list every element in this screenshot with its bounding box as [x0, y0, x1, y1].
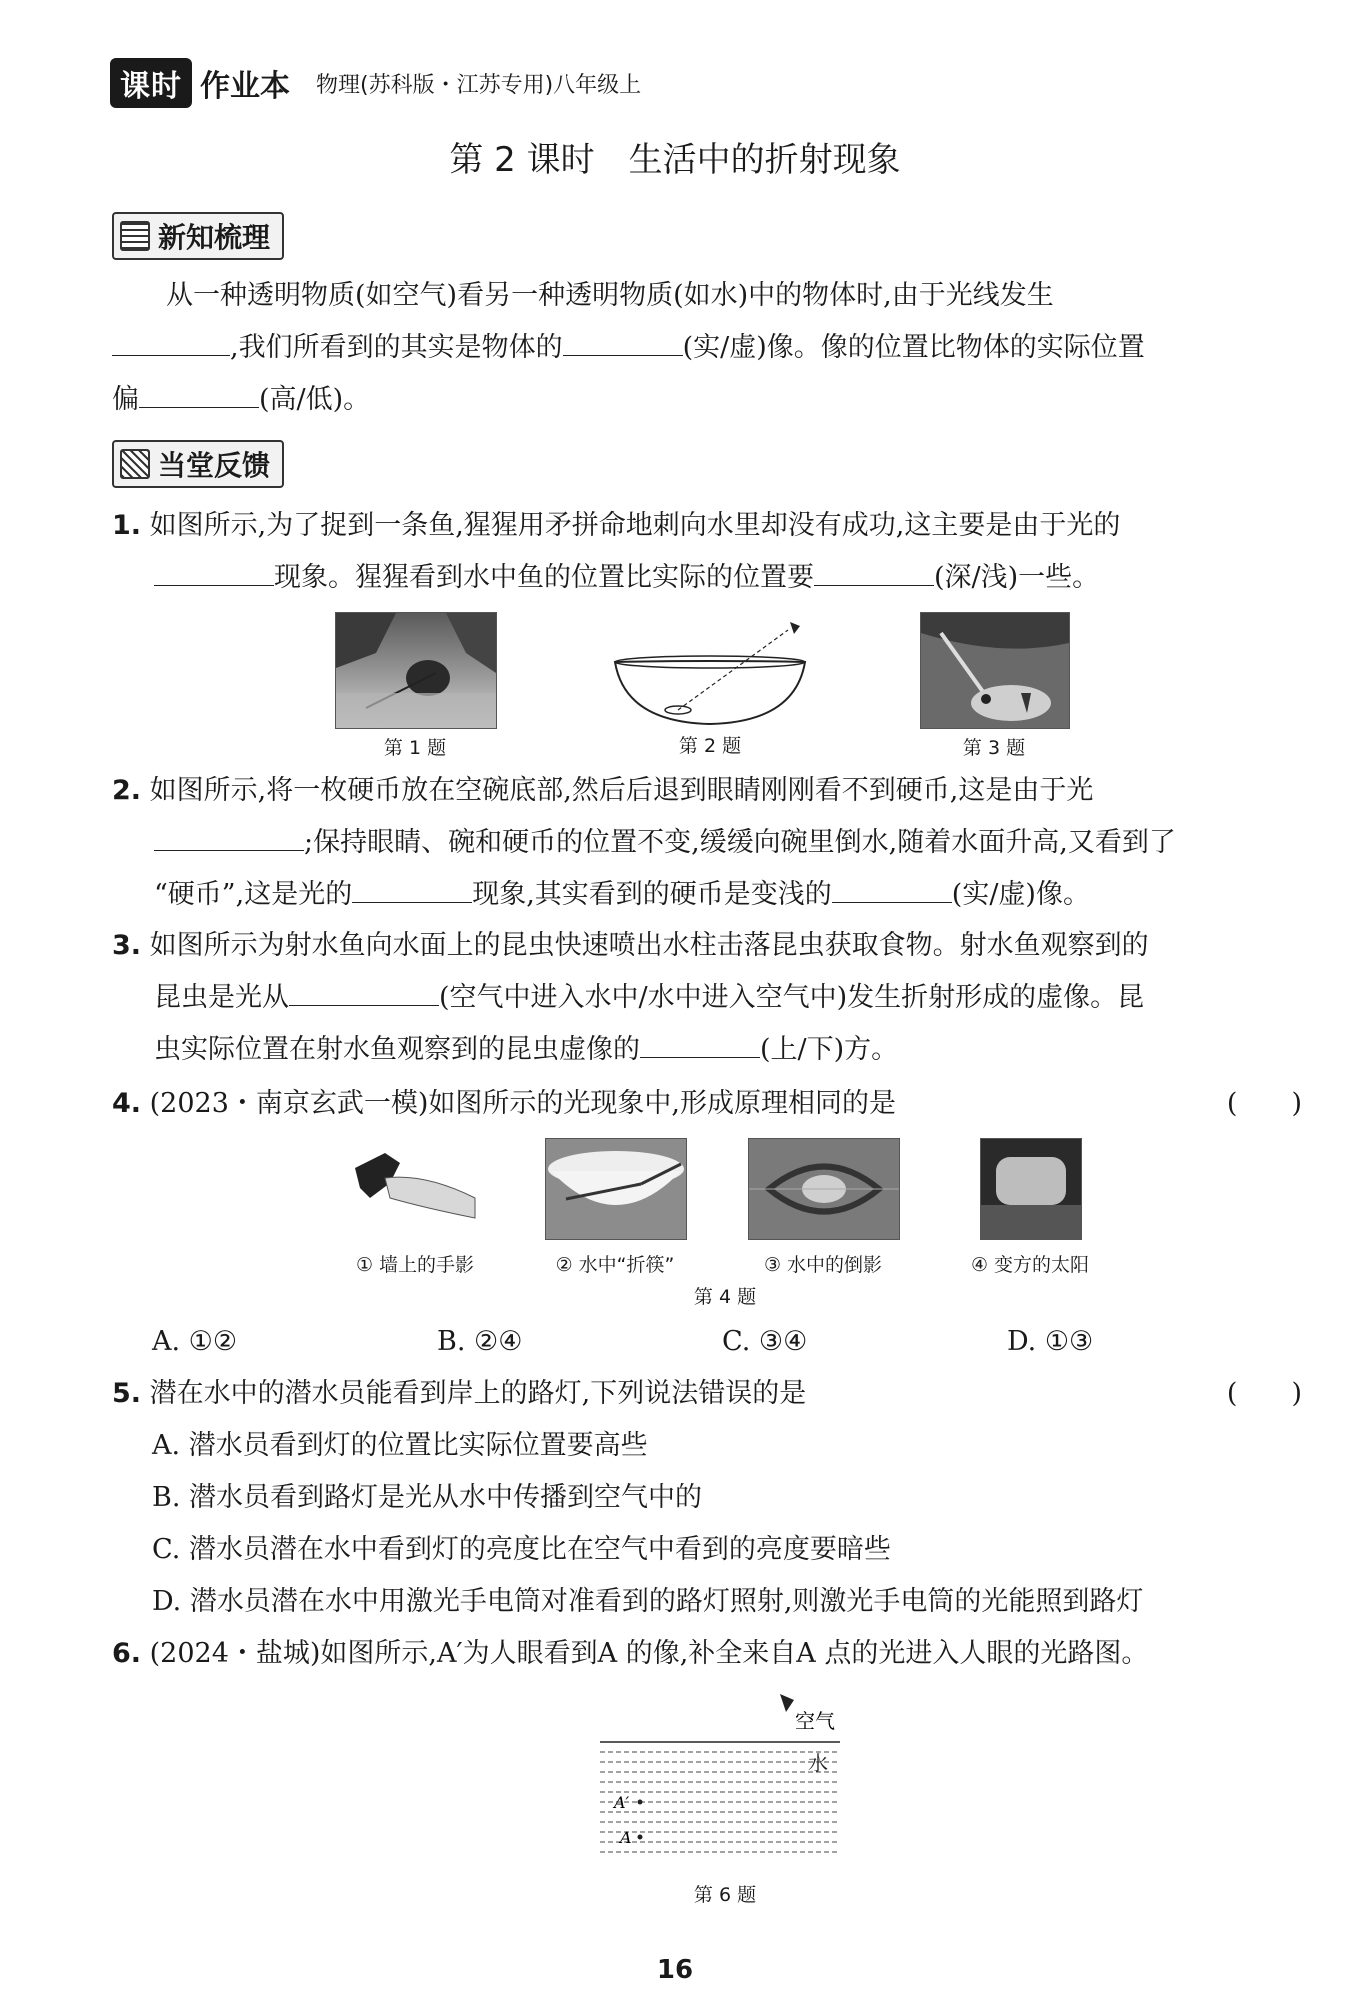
intro-line-1: 从一种透明物质(如空气)看另一种透明物质(如水)中的物体时,由于光线发生 [166, 280, 1054, 311]
q5-option-b[interactable]: B. 潜水员看到路灯是光从水中传播到空气中的 [152, 1482, 703, 1513]
question-text: (深/浅)一些。 [934, 562, 1100, 593]
question-text: (2023・南京玄武一模)如图所示的光现象中,形成原理相同的是 [149, 1088, 897, 1119]
answer-paren[interactable]: ( ) [1226, 1378, 1302, 1409]
intro-text: 偏 [112, 384, 139, 415]
figure-caption: 第 3 题 [962, 737, 1026, 759]
figure-caption: 第 4 题 [693, 1286, 757, 1308]
q4-option-a[interactable]: A. ①② [152, 1326, 238, 1357]
chopsticks-bowl-photo [545, 1138, 687, 1240]
reflection-photo [748, 1138, 900, 1240]
q5-option-c[interactable]: C. 潜水员潜在水中看到灯的亮度比在空气中看到的亮度要暗些 [152, 1534, 891, 1565]
q4-pic-4 [980, 1138, 1082, 1244]
eye-icon [780, 1694, 794, 1712]
intro-paragraph [112, 270, 1292, 426]
answer-blank[interactable] [112, 325, 230, 356]
answer-paren[interactable]: ( ) [1226, 1088, 1302, 1119]
air-label: 空气 [795, 1709, 835, 1733]
point-a-prime [638, 1800, 643, 1805]
question-text: (上/下)方。 [760, 1034, 899, 1065]
answer-blank[interactable] [814, 555, 934, 586]
q5-options [152, 1420, 1302, 1628]
question-text: 虫实际位置在射水鱼观察到的昆虫虚像的 [154, 1034, 640, 1065]
q4-pic-caption: ② 水中“折筷” [555, 1254, 675, 1276]
hand-shadow-photo [345, 1138, 485, 1233]
question-text: 昆虫是光从 [154, 982, 289, 1013]
page-header [110, 58, 641, 108]
section-label: 当堂反馈 [158, 449, 271, 482]
q5-option-d[interactable]: D. 潜水员潜在水中用激光手电筒对准看到的路灯照射,则激光手电筒的光能照到路灯 [152, 1586, 1144, 1617]
figure-2 [610, 612, 810, 758]
eye-icon [790, 622, 800, 634]
answer-blank[interactable] [289, 975, 439, 1006]
gorilla-spear-photo [335, 612, 497, 729]
square-sun-photo [980, 1138, 1082, 1240]
water-label: 水 [808, 1751, 828, 1775]
figure-caption: 第 1 题 [383, 737, 447, 759]
pencil-icon [120, 449, 150, 479]
q4-pic-2 [545, 1138, 687, 1244]
question-text: ;保持眼睛、碗和硬币的位置不变,缓缓向碗里倒水,随着水面升高,又看到了 [304, 827, 1176, 858]
refraction-diagram [600, 1690, 850, 1880]
answer-blank[interactable] [154, 555, 274, 586]
question-6 [112, 1628, 1302, 1680]
question-text: (空气中进入水中/水中进入空气中)发生折射形成的虚像。昆 [439, 982, 1145, 1013]
answer-blank[interactable] [640, 1027, 760, 1058]
intro-line-3 [112, 374, 1292, 426]
figure-3 [920, 612, 1070, 760]
answer-blank[interactable] [832, 872, 952, 903]
answer-blank[interactable] [139, 377, 259, 408]
book-name: 作业本 [200, 69, 290, 104]
question-text: (2024・盐城)如图所示,A′为人眼看到A 的像,补全来自A 点的光进入人眼的光路图。 [149, 1638, 1149, 1669]
intro-line-2 [112, 322, 1292, 374]
question-4 [112, 1078, 1302, 1130]
section-label: 新知梳理 [158, 221, 271, 254]
q4-pic-caption: ④ 变方的太阳 [970, 1254, 1090, 1276]
q4-pic-3 [748, 1138, 900, 1244]
question-text: 现象,其实看到的硬币是变浅的 [472, 879, 832, 910]
q5-option-a[interactable]: A. 潜水员看到灯的位置比实际位置要高些 [152, 1430, 648, 1461]
bowl-coin-diagram [610, 612, 810, 727]
question-number: 6. [112, 1638, 142, 1669]
question-2 [112, 765, 1302, 921]
question-number: 3. [112, 930, 142, 961]
figure-caption: 第 2 题 [678, 735, 742, 757]
question-number: 1. [112, 510, 142, 541]
notebook-icon [120, 221, 150, 251]
question-text: 如图所示为射水鱼向水面上的昆虫快速喷出水柱击落昆虫获取食物。射水鱼观察到的 [149, 930, 1149, 961]
answer-blank[interactable] [154, 820, 304, 851]
lesson-title: 第 2 课时 生活中的折射现象 [449, 140, 901, 180]
question-text: 潜在水中的潜水员能看到岸上的路灯,下列说法错误的是 [149, 1378, 807, 1409]
answer-blank[interactable] [563, 325, 683, 356]
question-text: 如图所示,将一枚硬币放在空碗底部,然后后退到眼睛刚刚看不到硬币,这是由于光 [149, 775, 1094, 806]
question-text: 现象。猩猩看到水中鱼的位置比实际的位置要 [274, 562, 814, 593]
question-5 [112, 1368, 1302, 1420]
series-logo: 课时 [110, 58, 192, 108]
section-new-knowledge [112, 212, 284, 260]
q4-option-d[interactable]: D. ①③ [1007, 1326, 1094, 1357]
figure-caption: 第 6 题 [693, 1884, 757, 1906]
question-text: 如图所示,为了捉到一条鱼,猩猩用矛拼命地刺向水里却没有成功,这主要是由于光的 [149, 510, 1121, 541]
question-number: 5. [112, 1378, 142, 1409]
archerfish-photo [920, 612, 1070, 729]
figure-1 [335, 612, 497, 760]
q4-pic-1 [345, 1138, 485, 1237]
answer-blank[interactable] [352, 872, 472, 903]
question-number: 4. [112, 1088, 142, 1119]
question-number: 2. [112, 775, 142, 806]
question-text: (实/虚)像。 [951, 879, 1090, 910]
a-label: A [620, 1828, 632, 1847]
figure-6 [600, 1690, 850, 1907]
intro-text: ,我们所看到的其实是物体的 [230, 332, 563, 363]
page-number: 16 [656, 1955, 694, 1985]
intro-text: (高/低)。 [259, 384, 371, 415]
intro-text: (实/虚)像。像的位置比物体的实际位置 [682, 332, 1145, 363]
q4-option-b[interactable]: B. ②④ [437, 1326, 523, 1357]
q4-option-c[interactable]: C. ③④ [722, 1326, 808, 1357]
q4-pic-caption: ① 墙上的手影 [355, 1254, 475, 1276]
question-3 [112, 920, 1302, 1076]
q4-pic-caption: ③ 水中的倒影 [763, 1254, 883, 1276]
question-1 [112, 500, 1302, 604]
point-a [638, 1835, 643, 1840]
a-prime-label: A′ [614, 1793, 630, 1812]
subject-label: 物理(苏科版・江苏专用)八年级上 [316, 72, 642, 98]
section-feedback [112, 440, 284, 488]
question-text: “硬币”,这是光的 [154, 879, 353, 910]
